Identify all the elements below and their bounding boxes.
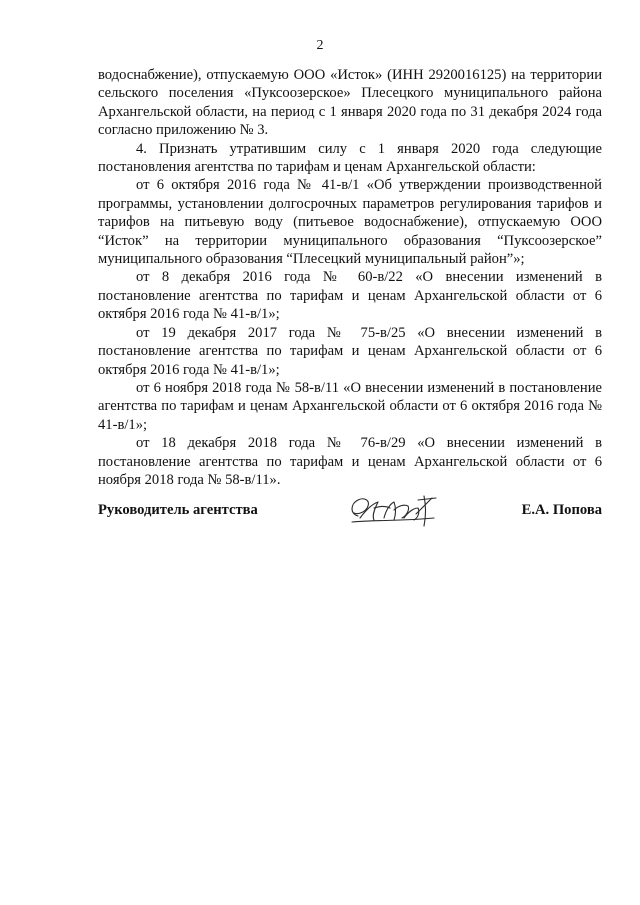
- signatory-name: Е.А. Попова: [521, 502, 602, 518]
- paragraph-repealed-resolution: от 18 декабря 2018 года № 76-в/29 «О внесении изменений в постановление агентства по тарифам и ценам Архангельской области от 6 ноября 2018 года № 58-в/11».: [98, 435, 602, 488]
- paragraph-repealed-resolution: от 19 декабря 2017 года № 75-в/25 «О внесении изменений в постановление агентства по тарифам и ценам Архангельской области от 6 октября 2016 года № 41-в/1»;: [98, 324, 602, 378]
- page-number: 2: [316, 38, 324, 53]
- signatory-title: Руководитель агентства: [98, 502, 258, 518]
- paragraph-item-4: 4. Признать утратившим силу с 1 января 2020 года следующие постановления агентства по тарифам и ценам Архангельской области:: [98, 140, 602, 176]
- document-body: [98, 66, 602, 489]
- paragraph-repealed-resolution: от 6 ноября 2018 года № 58-в/11 «О внесении изменений в постановление агентства по тарифам и ценам Архангельской области от 6 октября 2016 года № 41-в/1»;: [98, 379, 602, 433]
- handwritten-signature: [344, 488, 444, 532]
- signature-block: [98, 494, 602, 534]
- paragraph-repealed-resolution: от 8 декабря 2016 года № 60-в/22 «О внесении изменений в постановление агентства по тарифам и ценам Архангельской области от 6 октября 2016 года № 41-в/1»;: [98, 269, 602, 323]
- paragraph-continuation: водоснабжение), отпускаемую ООО «Исток» (ИНН 2920016125) на территории сельского поселения «Пуксоозерское» Плесецкого муниципального района Архангельской области, на период с 1 января 2020 года по 31 декабря 2024 года согласно приложению № 3.: [98, 67, 602, 139]
- paragraph-repealed-resolution: от 6 октября 2016 года № 41-в/1 «Об утверждении производственной программы, установлении долгосрочных параметров регулирования тарифов и тарифов на питьевую воду (питьевое водоснабжение), отпускаемую ООО “Исток” на территории муниципального образования “Пуксоозерское” муниципального образования “Плесецкий муниципальный район”»;: [98, 177, 602, 268]
